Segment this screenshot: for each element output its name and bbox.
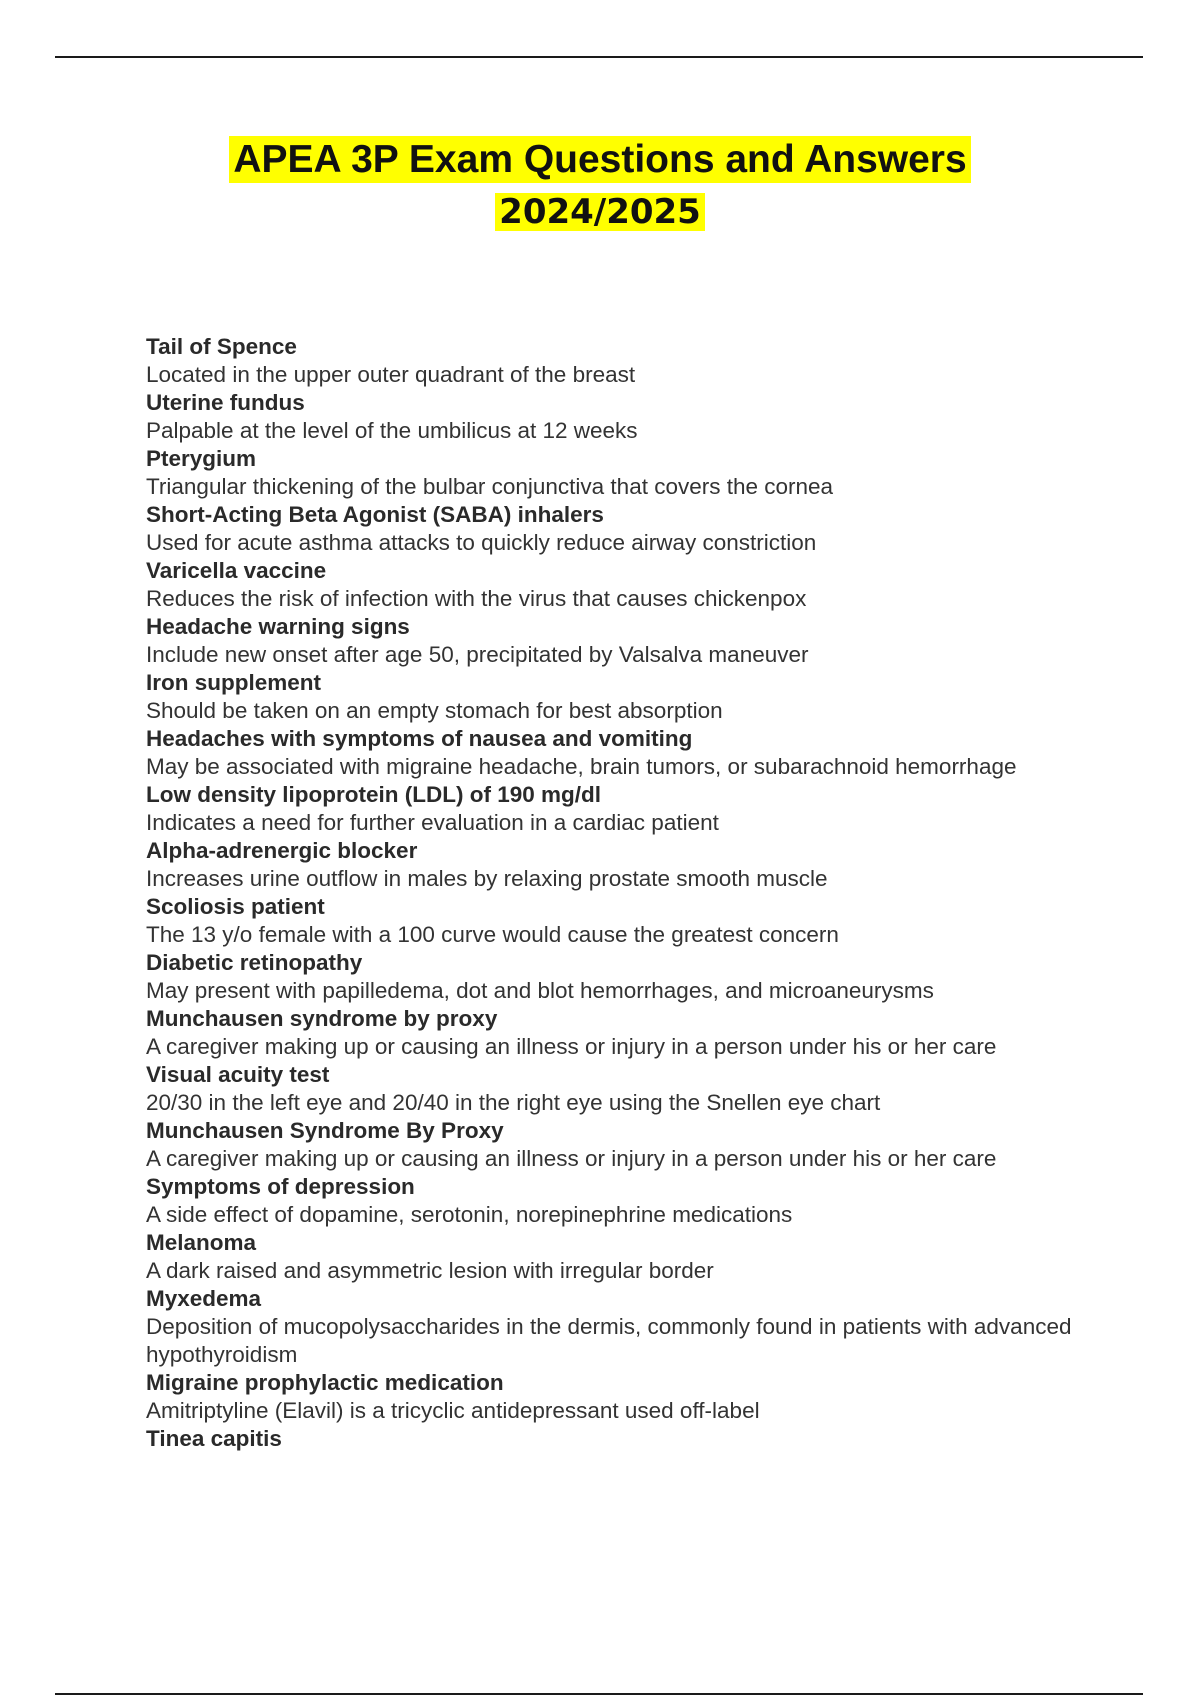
qa-term: Munchausen Syndrome By Proxy	[146, 1118, 504, 1143]
qa-definition: Deposition of mucopolysaccharides in the dermis, commonly found in patients with advanced hypothyroidism	[146, 1314, 1072, 1367]
qa-term: Tail of Spence	[146, 334, 297, 359]
qa-item	[146, 837, 1096, 893]
qa-definition: 20/30 in the left eye and 20/40 in the right eye using the Snellen eye chart	[146, 1090, 881, 1115]
qa-item	[146, 893, 1096, 949]
qa-item	[146, 669, 1096, 725]
qa-definition: A side effect of dopamine, serotonin, norepinephrine medications	[146, 1202, 793, 1227]
qa-term: Munchausen syndrome by proxy	[146, 1006, 498, 1031]
qa-term: Melanoma	[146, 1230, 257, 1255]
qa-term: Varicella vaccine	[146, 558, 327, 583]
qa-term: Low density lipoprotein (LDL) of 190 mg/dl	[146, 782, 601, 807]
qa-definition: Reduces the risk of infection with the virus that causes chickenpox	[146, 586, 807, 611]
qa-item	[146, 557, 1096, 613]
qa-definition: A caregiver making up or causing an illness or injury in a person under his or her care	[146, 1146, 997, 1171]
qa-term: Myxedema	[146, 1286, 262, 1311]
qa-definition: Triangular thickening of the bulbar conjunctiva that covers the cornea	[146, 474, 834, 499]
qa-definition: A caregiver making up or causing an illness or injury in a person under his or her care	[146, 1034, 997, 1059]
qa-item	[146, 389, 1096, 445]
qa-item	[146, 1285, 1096, 1369]
qa-term: Short-Acting Beta Agonist (SABA) inhalers	[146, 502, 604, 527]
qa-item	[146, 1005, 1096, 1061]
title-main: APEA 3P Exam Questions and Answers	[229, 136, 970, 183]
qa-item	[146, 949, 1096, 1005]
qa-item	[146, 1173, 1096, 1229]
qa-term: Uterine fundus	[146, 390, 305, 415]
qa-item	[146, 501, 1096, 557]
top-divider	[55, 56, 1143, 58]
qa-term: Visual acuity test	[146, 1062, 330, 1087]
qa-item	[146, 1425, 1096, 1453]
qa-definition: The 13 y/o female with a 100 curve would cause the greatest concern	[146, 922, 839, 947]
qa-definition: Used for acute asthma attacks to quickly reduce airway constriction	[146, 530, 817, 555]
qa-term: Migraine prophylactic medication	[146, 1370, 504, 1395]
qa-item	[146, 1229, 1096, 1285]
qa-term: Diabetic retinopathy	[146, 950, 363, 975]
qa-definition: Amitriptyline (Elavil) is a tricyclic antidepressant used off-label	[146, 1398, 760, 1423]
qa-term: Headache warning signs	[146, 614, 410, 639]
title-year: 2024/2025	[495, 193, 705, 231]
qa-definition: Include new onset after age 50, precipitated by Valsalva maneuver	[146, 642, 809, 667]
qa-term: Pterygium	[146, 446, 257, 471]
qa-definition: A dark raised and asymmetric lesion with irregular border	[146, 1258, 714, 1283]
qa-item	[146, 613, 1096, 669]
qa-term: Tinea capitis	[146, 1426, 282, 1451]
qa-definition: Located in the upper outer quadrant of the breast	[146, 362, 636, 387]
qa-term: Iron supplement	[146, 670, 322, 695]
qa-item	[146, 1117, 1096, 1173]
bottom-divider	[55, 1693, 1143, 1695]
qa-term: Headaches with symptoms of nausea and vomiting	[146, 726, 693, 751]
qa-item	[146, 781, 1096, 837]
qa-term: Symptoms of depression	[146, 1174, 415, 1199]
document-title	[0, 140, 1200, 231]
qa-definition: Palpable at the level of the umbilicus at 12 weeks	[146, 418, 638, 443]
qa-definition: Increases urine outflow in males by relaxing prostate smooth muscle	[146, 866, 828, 891]
qa-item	[146, 725, 1096, 781]
qa-definition: Indicates a need for further evaluation in a cardiac patient	[146, 810, 719, 835]
qa-item	[146, 1369, 1096, 1425]
qa-term: Scoliosis patient	[146, 894, 325, 919]
qa-item	[146, 333, 1096, 389]
qa-term: Alpha-adrenergic blocker	[146, 838, 418, 863]
qa-definition: May be associated with migraine headache, brain tumors, or subarachnoid hemorrhage	[146, 754, 1017, 779]
qa-definition: Should be taken on an empty stomach for best absorption	[146, 698, 723, 723]
qa-definition: May present with papilledema, dot and blot hemorrhages, and microaneurysms	[146, 978, 934, 1003]
qa-item	[146, 1061, 1096, 1117]
qa-item	[146, 445, 1096, 501]
qa-list	[146, 333, 1096, 1453]
